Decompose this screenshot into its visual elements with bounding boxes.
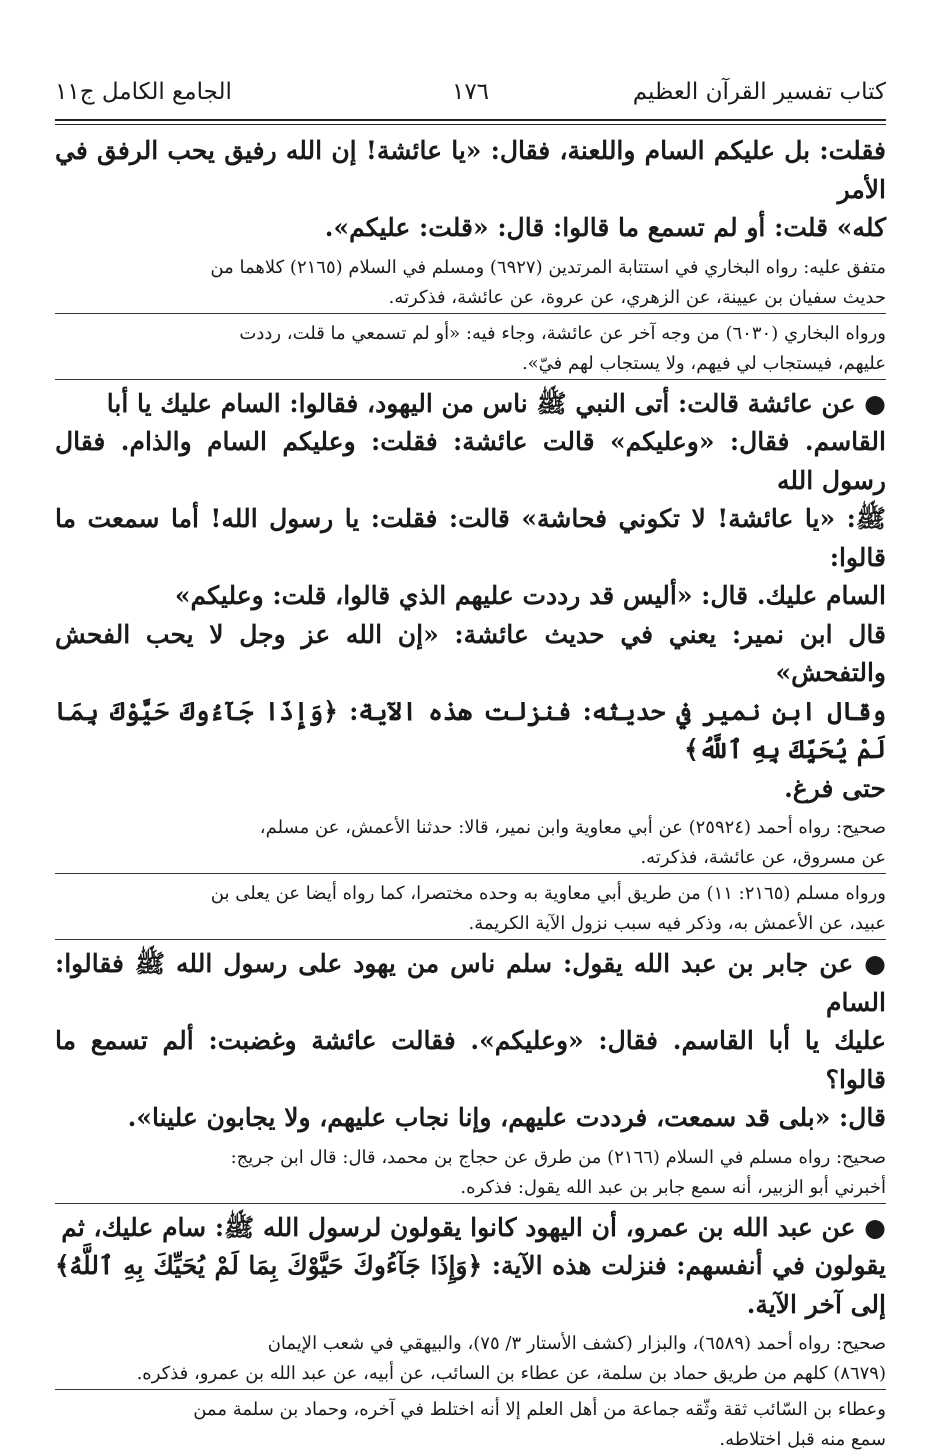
footnote-paragraph — [55, 813, 886, 873]
text-line: حتى فرغ. — [784, 773, 886, 803]
series-title: الجامع الكامل ج١١ — [55, 79, 232, 105]
main-paragraph — [55, 945, 886, 1138]
text-line: قال: «بلى قد سمعت، فرددت عليهم، وإنا نجاب عليهم، ولا يجابون علينا». — [127, 1103, 886, 1132]
header-rule-thin — [55, 124, 886, 125]
text-line: فقلت: بل عليكم السام واللعنة، فقال: «يا عائشة! إن الله رفيق يحب الرفق في الأمر — [55, 136, 886, 204]
header-rule-thick — [55, 119, 886, 121]
text-line: وعطاء بن السّائب ثقة وثّقه جماعة من أهل العلم إلا أنه اختلط في آخره، وحماد بن سلمة ممن — [193, 1399, 886, 1420]
text-line: حديث سفيان بن عيينة، عن الزهري، عن عروة، عن عائشة، فذكرته. — [388, 286, 886, 308]
main-paragraph — [55, 385, 886, 616]
text-line: ● عن عبد الله بن عمرو، أن اليهود كانوا يقولون لرسول الله ﷺ: سام عليك، ثم — [61, 1212, 886, 1242]
text-line: القاسم. فقال: «وعليكم» قالت عائشة: فقلت: وعليكم السام والذام. فقال رسول الله — [55, 427, 886, 495]
page-number: ١٧٦ — [451, 79, 490, 105]
text-line: أخبرني أبو الزبير، أنه سمع جابر بن عبد الله يقول: فذكره. — [460, 1176, 886, 1198]
footnote-paragraph — [55, 1329, 886, 1389]
footnote-paragraph — [55, 1143, 886, 1203]
text-line: عبيد، عن الأعمش به، وذكر فيه سبب نزول الآية الكريمة. — [468, 913, 886, 934]
page-body — [55, 132, 886, 1455]
footnote-paragraph — [55, 879, 886, 939]
book-title: كتاب تفسير القرآن العظيم — [632, 79, 886, 105]
text-line: صحيح: رواه أحمد (٢٥٩٢٤) عن أبي معاوية وابن نمير، قالا: حدثنا الأعمش، عن مسلم، — [259, 817, 886, 838]
text-line: (٨٦٧٩) كلهم من طريق حماد بن سلمة، عن عطاء بن السائب، عن أبيه، عن عبد الله بن عمرو، فذكره. — [136, 1363, 886, 1384]
text-line: صحيح: رواه أحمد (٦٥٨٩)، والبزار (كشف الأستار ٣/ ٧٥)، والبيهقي في شعب الإيمان — [267, 1333, 886, 1354]
text-line: ورواه البخاري (٦٠٣٠) من وجه آخر عن عائشة، وجاء فيه: «أو لم تسمعي ما قلت، رددت — [239, 322, 886, 344]
text-line: ﷺ: «يا عائشة! لا تكوني فحاشة» قالت: فقلت: يا رسول الله! أما سمعت ما قالوا: — [55, 504, 886, 572]
text-line: ورواه مسلم (٢١٦٥: ١١) من طريق أبي معاوية به وحده مختصرا، كما رواه أيضا عن يعلى بن — [210, 883, 886, 904]
footnote-paragraph — [55, 319, 886, 379]
text-line: قال ابن نمير: يعني في حديث عائشة: «إن الله عز وجل لا يحب الفحش والتفحش» — [55, 619, 886, 687]
main-paragraph — [55, 1209, 886, 1325]
text-line: سمع منه قبل اختلاطه. — [719, 1429, 886, 1450]
main-paragraph — [55, 616, 886, 809]
text-line: كله» قلت: أو لم تسمع ما قالوا: قال: «قلت: عليكم». — [324, 213, 886, 242]
footnote-paragraph — [55, 253, 886, 313]
main-paragraph — [55, 132, 886, 248]
text-line: عن مسروق، عن عائشة، فذكرته. — [640, 847, 886, 868]
footnote-paragraph — [55, 1395, 886, 1455]
text-line: عليهم، فيستجاب لي فيهم، ولا يستجاب لهم فيّ». — [521, 352, 886, 374]
text-line: وقال ابن نمير في حديثه: فنزلت هذه الآية: ﴿وَإِذَا جَآءُوكَ حَيَّوْكَ بِمَا لَمْ يُحَيِّكَ بِهِ ٱللَّهُ﴾ — [55, 696, 886, 764]
text-line: صحيح: رواه مسلم في السلام (٢١٦٦) من طرق عن حجاج بن محمد، قال: قال ابن جريج: — [230, 1146, 886, 1168]
text-line: عليك يا أبا القاسم. فقال: «وعليكم». فقالت عائشة وغضبت: ألم تسمع ما قالوا؟ — [55, 1026, 886, 1094]
text-line: متفق عليه: رواه البخاري في استتابة المرتدين (٦٩٢٧) ومسلم في السلام (٢١٦٥) كلاهما من — [210, 256, 886, 278]
text-line: ● عن عائشة قالت: أتى النبي ﷺ ناس من اليهود، فقالوا: السام عليك يا أبا — [106, 388, 886, 418]
text-line: السام عليك. قال: «أليس قد رددت عليهم الذي قالوا، قلت: وعليكم» — [174, 581, 886, 610]
page-header — [55, 72, 886, 112]
text-line: ● عن جابر بن عبد الله يقول: سلم ناس من يهود على رسول الله ﷺ فقالوا: السام — [55, 949, 887, 1017]
text-line: يقولون في أنفسهم: فنزلت هذه الآية: ﴿وَإِذَا جَآءُوكَ حَيَّوْكَ بِمَا لَمْ يُحَيِّكَ بِهِ ٱللَّهُ﴾ إلى آخر الآية. — [55, 1251, 886, 1319]
